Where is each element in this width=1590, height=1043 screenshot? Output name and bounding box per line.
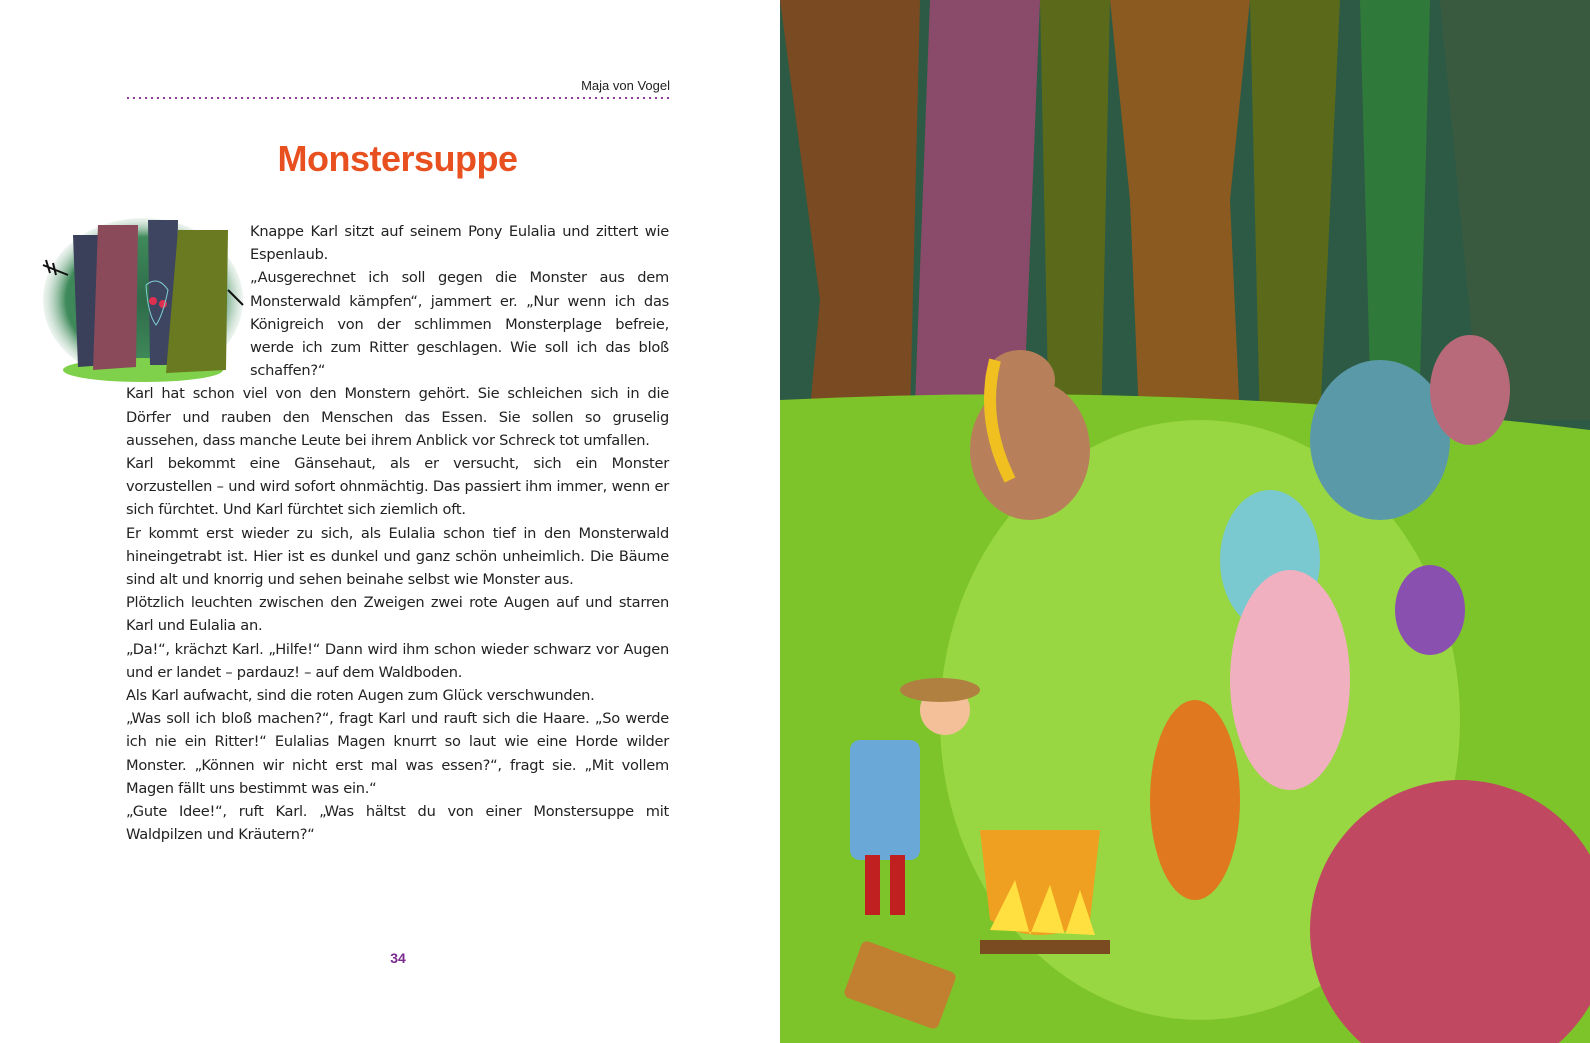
dotted-divider (125, 97, 672, 99)
paragraph: Er kommt erst wieder zu sich, als Eulalia schon tief in den Monsterwald hineingetrabt ist. Hier ist es dunkel und ganz schön unheimlich. Die Bäume sind alt und knorrig und sehen beinahe selbst wie Monster aus. (126, 524, 669, 589)
page-number: 34 (390, 950, 406, 966)
paragraph: Plötzlich leuchten zwischen den Zweigen zwei rote Augen auf und starren Karl und Eulalia an. (126, 594, 669, 635)
right-page-illustration (780, 0, 1590, 1043)
paragraph: „Was soll ich bloß machen?“, fragt Karl und rauft sich die Haare. „So werde ich nie ein Ritter!“ Eulalias Magen knurrt so laut wie eine Horde wilder Monster. „Können wir nicht erst mal was essen?“, fragt sie. „Mit vollem Magen fällt uns bestimmt was ein.“ (126, 710, 669, 797)
forest-monster-scene-illustration (780, 0, 1590, 1043)
paragraph: „Ausgerechnet ich soll gegen die Monster aus dem Monsterwald kämpfen“, jammert er. „Nur wenn ich das Königreich von der schlimmen Monsterplage befreie, werde ich zum Ritter geschlagen. Wie soll ich das bloß schaffen?“ (250, 269, 669, 380)
paragraph: Karl hat schon viel von den Monstern gehört. Sie schleichen sich in die Dörfer und rauben den Menschen das Essen. Sie sollen so gruselig aussehen, dass manche Leute bei ihrem Anblick vor Schreck tot umfallen. (126, 385, 669, 449)
left-page (0, 0, 780, 1043)
paragraph: Knappe Karl sitzt auf seinem Pony Eulalia und zittert wie Espenlaub. (250, 223, 669, 264)
running-head-author: Maja von Vogel (581, 78, 670, 93)
paragraph: „Gute Idee!“, ruft Karl. „Was hältst du von einer Monstersuppe mit Waldpilzen und Kräutern?“ (126, 803, 669, 844)
vignette-wrap-spacer (126, 220, 250, 380)
paragraph: Karl bekommt eine Gänsehaut, als er versucht, sich ein Monster vorzustellen – und wird sofort ohnmächtig. Das passiert ihm immer, wenn er sich fürchtet. Und Karl fürchtet sich ziemlich oft. (126, 455, 669, 519)
paragraph: „Da!“, krächzt Karl. „Hilfe!“ Dann wird ihm schon wieder schwarz vor Augen und er landet – pardauz! – auf dem Waldboden. (126, 640, 669, 681)
chapter-title: Monstersuppe (277, 138, 518, 179)
paragraph: Als Karl aufwacht, sind die roten Augen zum Glück verschwunden. (126, 687, 595, 705)
story-text (126, 220, 669, 846)
